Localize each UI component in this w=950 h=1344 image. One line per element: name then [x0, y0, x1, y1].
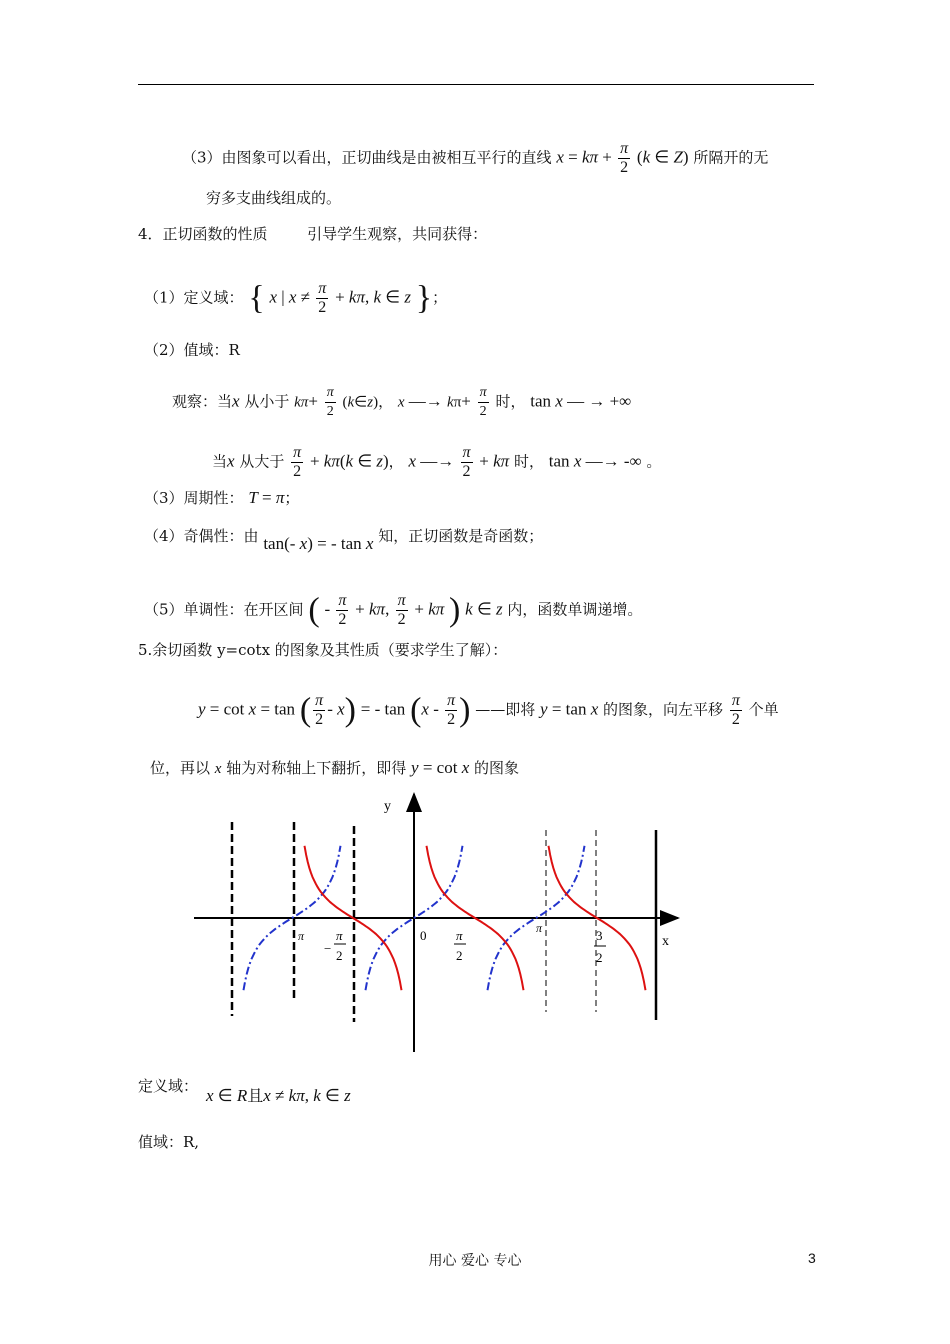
label-neg-pi-half-sign: −: [324, 941, 332, 956]
cot-domain-formula: x ∈ R且x ≠ kπ, k ∈ z: [206, 1086, 351, 1105]
tan-cot-graph: [190, 790, 690, 1055]
property-period: （3）周期性： T = π；: [144, 488, 300, 507]
section-5-title: 5.余切函数 y=cotx 的图象及其性质（要求学生了解）：: [138, 641, 508, 659]
label-neg-pi-half-num: π: [336, 928, 343, 943]
label-pi: π: [536, 921, 543, 935]
label-neg-pi: π: [298, 929, 305, 943]
label-origin: 0: [420, 928, 427, 943]
x-axis-label: x: [662, 934, 669, 949]
cot-range: 值域：R,: [138, 1133, 200, 1151]
property-monotonic: （5）单调性：在开区间 ( - $\frac{\pi}{2}$ + kπ, $\frac{\pi}{2}$ + kπ ) k ∈ z 内，函数单调递增。: [144, 591, 643, 629]
point-3-continuation: 穷多支曲线组成的。: [206, 189, 342, 207]
label-three-half-den: 2: [596, 950, 603, 965]
observation-1: 观察：当x 从小于 kπ+ $\frac{\pi}{2}$ (k∈z)， x —→ kπ+ $\frac{\pi}{2}$ 时， tan x — → +∞: [172, 385, 632, 419]
label-neg-pi-half-den: 2: [336, 948, 343, 963]
label-pi-half-den: 2: [456, 948, 463, 963]
y-axis-label: y: [384, 799, 391, 814]
property-domain: （1）定义域： { x | x ≠ $\frac{\pi}{2}$ + kπ, k ∈ z }；: [144, 279, 448, 317]
cot-identity-continuation: 位，再以 x 轴为对称轴上下翻折，即得 y = cot x 的图象: [150, 758, 520, 777]
page-number: 3: [808, 1250, 816, 1266]
section-4-title: 4．正切函数的性质 引导学生观察，共同获得：: [138, 225, 488, 243]
label-three: 3: [596, 928, 603, 943]
observation-2: 当x 从大于 $\frac{\pi}{2}$ + kπ(k ∈ z)， x —→ $\frac{\pi}{2}$ + kπ 时， tan x —→ -∞ 。: [212, 444, 662, 480]
property-range: （2）值域：R: [144, 341, 240, 359]
property-parity: （4）奇偶性：由 tan(- x) = - tan x 知，正切函数是奇函数；: [144, 527, 544, 553]
point-3-line: （3）由图象可以看出，正切曲线是由被相互平行的直线 x = kπ + $\frac{\pi}{2}$ (k ∈ Z) 所隔开的无: [182, 140, 769, 176]
cot-domain-label: 定义域：: [138, 1077, 199, 1095]
label-pi-half-num: π: [456, 928, 463, 943]
cot-identity-line: y = cot x = tan ( $\frac{\pi}{2}$ - x) = - tan (x - $\frac{\pi}{2}$ ) ——即将 y = tan x 的图象，向左平移 $\frac{\pi}{2}$ 个单: [198, 691, 779, 729]
footer-slogan: 用心 爱心 专心: [428, 1253, 522, 1269]
header-rule: [138, 84, 814, 85]
